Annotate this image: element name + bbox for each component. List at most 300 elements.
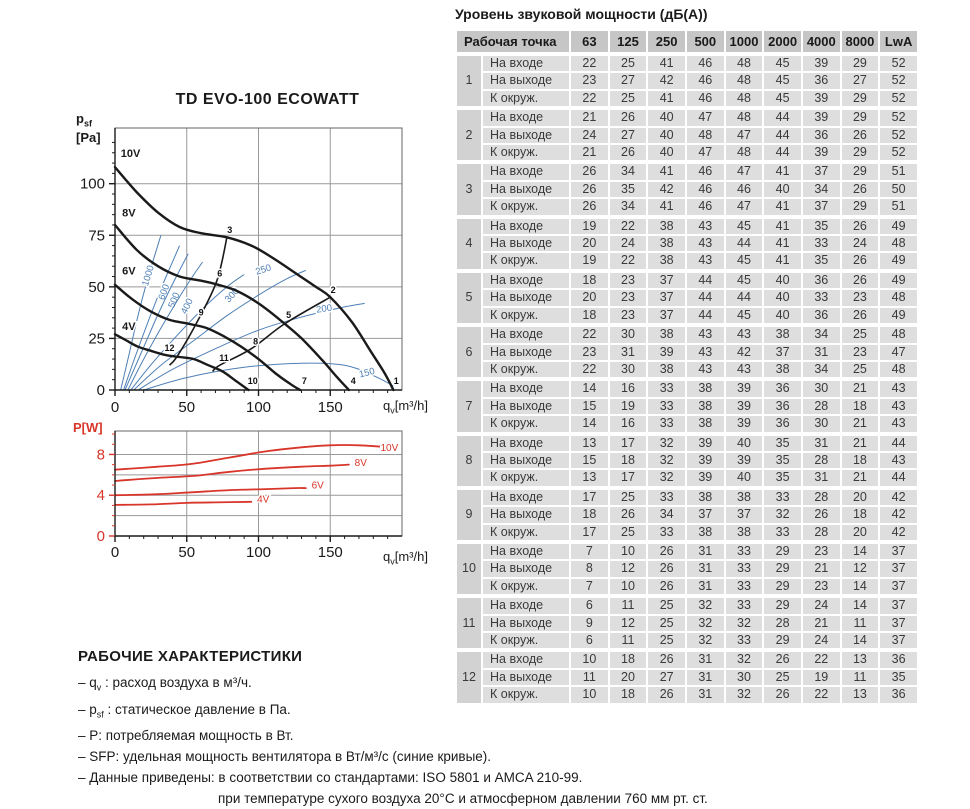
table-cell: 21	[842, 470, 879, 485]
table-cell: 18	[571, 308, 608, 323]
table-cell: 37	[648, 308, 685, 323]
table-cell: 23	[803, 542, 840, 559]
table-cell: 23	[842, 290, 879, 305]
flow-axis-label-1: $q_v[m^3/h]$	[383, 398, 428, 416]
table-cell: 33	[726, 596, 763, 613]
table-cell: 42	[726, 345, 763, 360]
table-cell: 38	[648, 253, 685, 268]
table-cell: 46	[687, 91, 724, 106]
table-cell: 23	[571, 73, 608, 88]
table-cell: 51	[880, 199, 917, 214]
x-tick-label: 150	[317, 399, 343, 416]
table-cell: 29	[764, 579, 801, 594]
table-cell: 37	[648, 290, 685, 305]
table-cell: 18	[571, 507, 608, 522]
table-row	[457, 271, 917, 288]
table-cell: 38	[648, 362, 685, 377]
row-label: К окруж.	[483, 91, 569, 106]
table-cell: 46	[687, 199, 724, 214]
table-cell: 39	[726, 399, 763, 414]
op-point-7: 7	[301, 375, 307, 386]
x-tick-label: 50	[178, 544, 196, 561]
table-cell: 40	[726, 434, 763, 451]
table-cell: 49	[880, 308, 917, 323]
footer-line: – $p_{sf}$ : статическое давление в Па.	[78, 701, 291, 720]
table-row	[457, 561, 917, 576]
fan-performance-chart	[70, 95, 465, 420]
table-cell: 40	[764, 182, 801, 197]
op-point-5: 5	[286, 309, 292, 320]
table-row	[457, 362, 917, 377]
table-header-row	[457, 31, 917, 52]
table-cell: 29	[842, 54, 879, 71]
table-cell: 11	[610, 633, 647, 648]
table-cell: 20	[842, 488, 879, 505]
table-cell: 20	[571, 236, 608, 251]
row-label: На выходе	[483, 670, 569, 685]
working-characteristics	[78, 648, 718, 809]
table-cell: 38	[726, 525, 763, 540]
table-cell: 29	[764, 542, 801, 559]
y-tick-label: 100	[79, 175, 105, 193]
row-label: На входе	[483, 596, 569, 613]
sfp-curve-label-250: 250	[254, 262, 273, 278]
table-cell: 48	[880, 236, 917, 251]
table-row	[457, 162, 917, 179]
table-cell: 25	[764, 670, 801, 685]
footer-line: при температуре сухого воздуха 20°C и атмосферном давлении 760 мм рт. ст.	[218, 791, 708, 807]
table-cell: 22	[803, 650, 840, 667]
table-cell: 42	[880, 525, 917, 540]
table-cell: 33	[764, 525, 801, 540]
table-row	[457, 416, 917, 431]
table-cell: 34	[803, 182, 840, 197]
table-cell: 48	[726, 145, 763, 160]
x-tick-label: 0	[110, 399, 120, 416]
table-cell: 52	[880, 73, 917, 88]
y-tick-label: 25	[88, 330, 105, 348]
table-cell: 38	[726, 488, 763, 505]
table-cell: 48	[880, 325, 917, 342]
table-cell: 11	[610, 596, 647, 613]
table-cell: 52	[880, 108, 917, 125]
table-cell: 32	[648, 453, 685, 468]
table-cell: 33	[726, 542, 763, 559]
x-tick-label: 100	[245, 399, 272, 416]
table-cell: 21	[571, 145, 608, 160]
table-cell: 44	[764, 128, 801, 143]
table-row	[457, 453, 917, 468]
table-cell: 26	[610, 145, 647, 160]
table-cell: 18	[610, 453, 647, 468]
table-cell: 42	[880, 507, 917, 522]
table-cell: 17	[610, 470, 647, 485]
table-row	[457, 182, 917, 197]
table-cell: 38	[648, 325, 685, 342]
table-cell: 19	[610, 399, 647, 414]
table-cell: 31	[687, 650, 724, 667]
table-cell: 31	[687, 687, 724, 702]
table-cell: 28	[764, 616, 801, 631]
row-label: На выходе	[483, 73, 569, 88]
table-cell: 18	[610, 687, 647, 702]
table-cell: 48	[726, 108, 763, 125]
table-cell: 37	[880, 579, 917, 594]
table-cell: 45	[726, 253, 763, 268]
table-cell: 20	[610, 670, 647, 685]
table-cell: 26	[610, 507, 647, 522]
table-cell: 39	[687, 470, 724, 485]
table-row	[457, 596, 917, 613]
table-cell: 21	[842, 379, 879, 396]
table-cell: 30	[610, 362, 647, 377]
table-cell: 46	[687, 73, 724, 88]
table-cell: 39	[803, 91, 840, 106]
table-cell: 21	[803, 561, 840, 576]
table-cell: 14	[571, 379, 608, 396]
y-tick-label: 75	[88, 227, 105, 245]
table-row	[457, 325, 917, 342]
table-cell: 22	[571, 91, 608, 106]
row-label: К окруж.	[483, 525, 569, 540]
table-row	[457, 633, 917, 648]
row-label: На входе	[483, 271, 569, 288]
table-cell: 24	[803, 596, 840, 613]
table-cell: 37	[764, 345, 801, 360]
table-cell: 28	[803, 525, 840, 540]
table-cell: 18	[842, 453, 879, 468]
row-label: К окруж.	[483, 362, 569, 377]
table-cell: 52	[880, 91, 917, 106]
table-cell: 32	[687, 633, 724, 648]
row-label: На выходе	[483, 561, 569, 576]
table-cell: 29	[764, 561, 801, 576]
table-cell: 21	[842, 416, 879, 431]
table-cell: 36	[803, 308, 840, 323]
table-row	[457, 379, 917, 396]
table-cell: 40	[764, 290, 801, 305]
table-cell: 34	[610, 162, 647, 179]
table-cell: 44	[764, 108, 801, 125]
table-row	[457, 525, 917, 540]
table-cell: 32	[648, 470, 685, 485]
table-cell: 19	[571, 217, 608, 234]
row-label: На выходе	[483, 507, 569, 522]
table-cell: 26	[842, 128, 879, 143]
table-cell: 43	[880, 453, 917, 468]
table-cell: 37	[687, 507, 724, 522]
table-cell: 44	[880, 470, 917, 485]
row-label: К окруж.	[483, 687, 569, 702]
table-cell: 29	[842, 108, 879, 125]
power-curve-label-6V: 6V	[311, 480, 324, 492]
table-cell: 27	[610, 73, 647, 88]
table-cell: 30	[610, 325, 647, 342]
power-curve-10V	[115, 445, 391, 470]
table-cell: 14	[842, 542, 879, 559]
table-cell: 17	[610, 434, 647, 451]
table-cell: 25	[610, 488, 647, 505]
table-cell: 48	[880, 290, 917, 305]
table-cell: 26	[842, 308, 879, 323]
sfp-curve-label-1000: 1000	[140, 264, 157, 288]
row-label: На выходе	[483, 453, 569, 468]
row-label: На выходе	[483, 616, 569, 631]
table-cell: 12	[842, 561, 879, 576]
table-cell: 47	[726, 162, 763, 179]
table-cell: 33	[726, 633, 763, 648]
table-cell: 37	[880, 633, 917, 648]
table-cell: 44	[687, 271, 724, 288]
header-band-125: 125	[610, 31, 647, 52]
table-cell: 39	[726, 379, 763, 396]
voltage-label-4V: 4V	[122, 321, 136, 334]
table-cell: 47	[726, 199, 763, 214]
table-row	[457, 236, 917, 251]
op-point-11: 11	[219, 353, 229, 364]
working-point-number: 4	[457, 217, 481, 269]
table-cell: 11	[571, 670, 608, 685]
table-row	[457, 399, 917, 414]
table-cell: 45	[764, 73, 801, 88]
row-label: На выходе	[483, 290, 569, 305]
table-cell: 40	[764, 308, 801, 323]
table-cell: 25	[842, 362, 879, 377]
table-cell: 33	[764, 488, 801, 505]
table-cell: 43	[687, 345, 724, 360]
table-cell: 36	[880, 687, 917, 702]
table-cell: 33	[648, 525, 685, 540]
row-label: К окруж.	[483, 308, 569, 323]
pressure-axis-label: $p_{sf}$ [Pa]	[76, 111, 101, 145]
row-label: На входе	[483, 434, 569, 451]
footer-lines	[78, 672, 718, 809]
table-cell: 42	[648, 73, 685, 88]
fan-chart-title: TD EVO-100 ECOWATT	[175, 91, 360, 108]
flow-axis-label-2: $q_v[m^3/h]$	[383, 549, 428, 567]
table-cell: 34	[648, 507, 685, 522]
table-cell: 36	[803, 73, 840, 88]
table-cell: 25	[648, 633, 685, 648]
table-row	[457, 73, 917, 88]
table-cell: 43	[880, 416, 917, 431]
op-point-2: 2	[330, 285, 336, 296]
table-cell: 26	[648, 561, 685, 576]
table-row	[457, 290, 917, 305]
table-cell: 39	[726, 453, 763, 468]
row-label: На входе	[483, 542, 569, 559]
table-cell: 40	[726, 470, 763, 485]
table-cell: 35	[764, 453, 801, 468]
table-cell: 37	[726, 507, 763, 522]
table-cell: 49	[880, 217, 917, 234]
table-cell: 33	[648, 416, 685, 431]
table-cell: 26	[842, 182, 879, 197]
table-cell: 22	[571, 54, 608, 71]
table-cell: 32	[726, 616, 763, 631]
table-cell: 25	[648, 596, 685, 613]
header-band-500: 500	[687, 31, 724, 52]
table-cell: 33	[648, 399, 685, 414]
table-cell: 33	[648, 488, 685, 505]
sound-table-title: Уровень звуковой мощности (дБ(А))	[455, 6, 708, 22]
header-band-1000: 1000	[726, 31, 763, 52]
table-cell: 33	[803, 236, 840, 251]
table-cell: 35	[764, 470, 801, 485]
working-point-number: 5	[457, 271, 481, 323]
op-point-8: 8	[253, 336, 259, 347]
table-cell: 21	[571, 108, 608, 125]
table-cell: 14	[842, 633, 879, 648]
table-cell: 46	[726, 182, 763, 197]
op-point-9: 9	[198, 307, 204, 318]
table-row	[457, 128, 917, 143]
table-cell: 26	[764, 650, 801, 667]
table-cell: 26	[764, 687, 801, 702]
footer-heading: РАБОЧИЕ ХАРАКТЕРИСТИКИ	[78, 648, 303, 665]
working-point-number: 3	[457, 162, 481, 214]
table-cell: 32	[687, 616, 724, 631]
table-cell: 17	[571, 488, 608, 505]
table-cell: 32	[648, 434, 685, 451]
row-label: На выходе	[483, 399, 569, 414]
table-cell: 7	[571, 579, 608, 594]
table-cell: 24	[842, 236, 879, 251]
table-cell: 49	[880, 271, 917, 288]
table-cell: 26	[571, 199, 608, 214]
table-cell: 45	[764, 91, 801, 106]
table-cell: 27	[648, 670, 685, 685]
table-cell: 39	[803, 108, 840, 125]
table-cell: 38	[687, 399, 724, 414]
table-cell: 23	[610, 290, 647, 305]
footer-line: – $q_v$ : расход воздуха в м³/ч.	[78, 675, 252, 693]
table-cell: 25	[610, 91, 647, 106]
table-cell: 33	[648, 379, 685, 396]
table-cell: 47	[726, 128, 763, 143]
row-label: На входе	[483, 488, 569, 505]
table-cell: 11	[842, 616, 879, 631]
table-cell: 38	[648, 236, 685, 251]
header-band-63: 63	[571, 31, 608, 52]
row-label: На выходе	[483, 128, 569, 143]
table-cell: 30	[726, 670, 763, 685]
table-cell: 28	[803, 399, 840, 414]
working-point-number: 9	[457, 488, 481, 540]
table-row	[457, 145, 917, 160]
table-cell: 41	[764, 199, 801, 214]
table-cell: 46	[687, 54, 724, 71]
table-cell: 36	[764, 379, 801, 396]
table-cell: 43	[687, 253, 724, 268]
table-cell: 40	[648, 145, 685, 160]
table-cell: 48	[726, 73, 763, 88]
table-cell: 43	[687, 362, 724, 377]
table-cell: 43	[687, 217, 724, 234]
power-curve-label-10V: 10V	[380, 442, 399, 454]
table-cell: 47	[687, 108, 724, 125]
table-cell: 31	[803, 345, 840, 360]
table-cell: 26	[610, 108, 647, 125]
sound-table-container	[455, 29, 919, 705]
table-cell: 37	[648, 271, 685, 288]
table-cell: 48	[880, 362, 917, 377]
table-cell: 33	[726, 561, 763, 576]
table-cell: 26	[842, 217, 879, 234]
table-cell: 34	[610, 199, 647, 214]
table-cell: 25	[610, 525, 647, 540]
table-row	[457, 507, 917, 522]
row-label: К окруж.	[483, 145, 569, 160]
table-row	[457, 54, 917, 71]
table-cell: 37	[880, 542, 917, 559]
table-cell: 38	[764, 325, 801, 342]
table-cell: 18	[842, 507, 879, 522]
table-cell: 44	[687, 290, 724, 305]
working-point-number: 7	[457, 379, 481, 431]
table-cell: 45	[726, 308, 763, 323]
table-cell: 34	[803, 362, 840, 377]
working-point-number: 2	[457, 108, 481, 160]
table-cell: 32	[726, 687, 763, 702]
power-curve-label-8V: 8V	[354, 458, 367, 470]
table-cell: 51	[880, 162, 917, 179]
table-cell: 39	[648, 345, 685, 360]
sfp-curve-label-500: 500	[166, 290, 183, 310]
table-cell: 52	[880, 54, 917, 71]
table-cell: 26	[842, 253, 879, 268]
op-point-3: 3	[227, 225, 233, 236]
table-cell: 29	[764, 596, 801, 613]
table-cell: 40	[648, 108, 685, 125]
table-cell: 29	[842, 145, 879, 160]
row-label: На входе	[483, 379, 569, 396]
table-cell: 41	[648, 162, 685, 179]
table-cell: 43	[726, 362, 763, 377]
working-point-number: 12	[457, 650, 481, 702]
table-cell: 35	[764, 434, 801, 451]
table-cell: 39	[687, 434, 724, 451]
table-cell: 25	[842, 325, 879, 342]
table-cell: 22	[803, 687, 840, 702]
table-cell: 38	[687, 488, 724, 505]
table-cell: 20	[571, 290, 608, 305]
working-point-number: 6	[457, 325, 481, 377]
header-band-LwA: LwA	[880, 31, 917, 52]
table-cell: 42	[880, 488, 917, 505]
x-tick-label: 50	[178, 399, 196, 416]
table-cell: 26	[648, 687, 685, 702]
working-point-number: 8	[457, 434, 481, 486]
table-cell: 29	[842, 199, 879, 214]
table-row	[457, 488, 917, 505]
table-row	[457, 542, 917, 559]
table-cell: 38	[687, 379, 724, 396]
table-cell: 32	[764, 507, 801, 522]
table-cell: 23	[842, 345, 879, 360]
table-cell: 6	[571, 596, 608, 613]
table-cell: 37	[803, 199, 840, 214]
table-cell: 27	[842, 73, 879, 88]
table-cell: 45	[726, 217, 763, 234]
table-cell: 41	[648, 54, 685, 71]
table-cell: 29	[842, 91, 879, 106]
table-cell: 39	[803, 145, 840, 160]
power-axis-label: P[W]	[73, 420, 103, 435]
voltage-label-6V: 6V	[122, 265, 136, 278]
row-label: На входе	[483, 650, 569, 667]
table-cell: 27	[610, 128, 647, 143]
